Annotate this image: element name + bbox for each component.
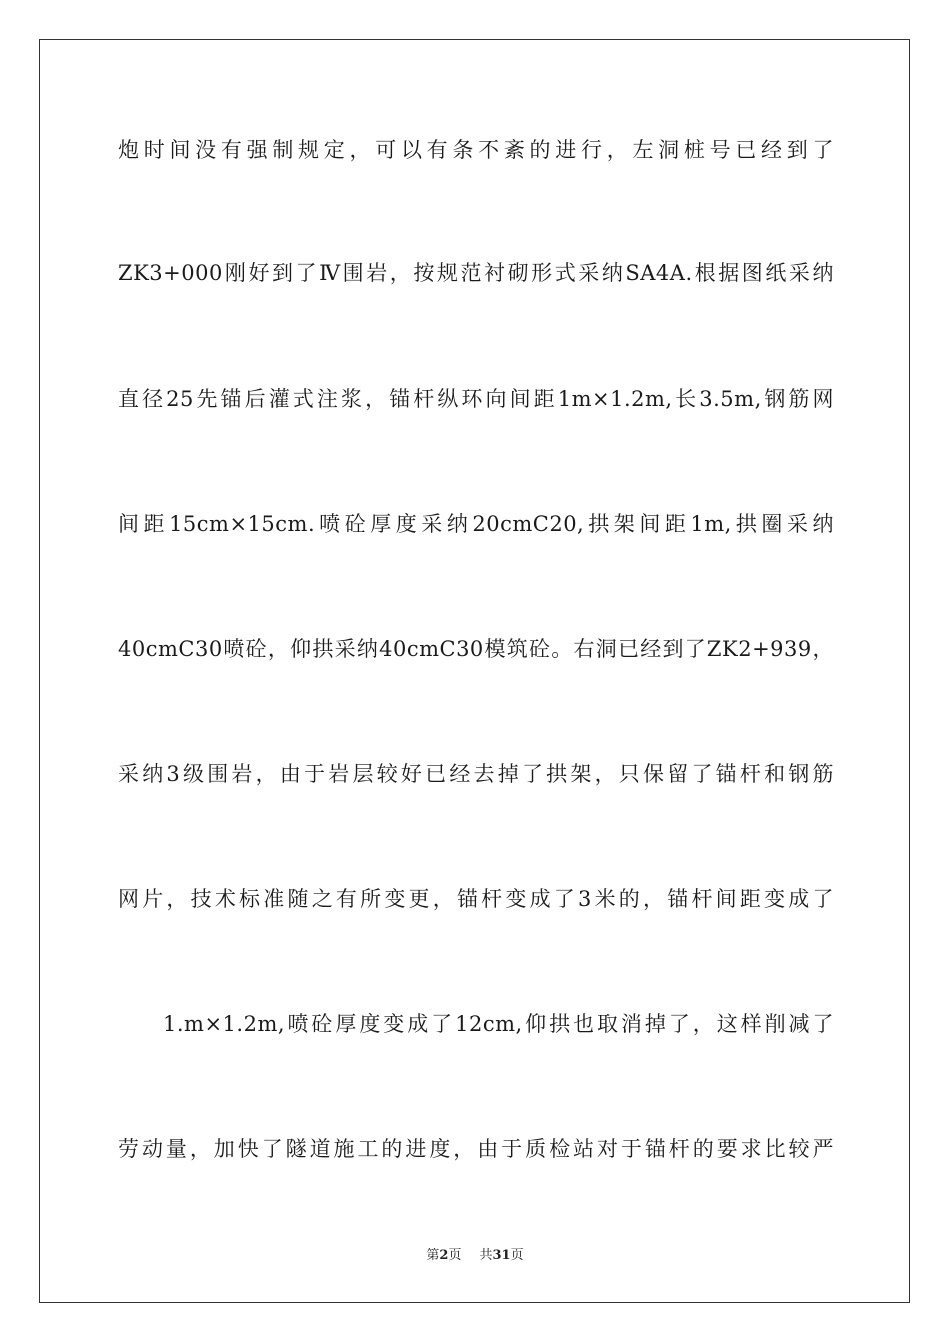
page-number: 2 [439, 1248, 449, 1263]
paragraph-line: 1.m×1.2m,喷砼厚度变成了12cm,仰拱也取消掉了，这样削减了 [163, 1012, 834, 1036]
paragraph-line: 直径25先锚后灌式注浆，锚杆纵环向间距1m×1.2m,长3.5m,钢筋网 [118, 387, 834, 411]
page-footer [0, 1247, 950, 1265]
total-suffix: 页 [510, 1248, 524, 1263]
document-body [118, 0, 834, 1344]
paragraph-line: 采纳3级围岩，由于岩层较好已经去掉了拱架，只保留了锚杆和钢筋 [118, 762, 834, 786]
paragraph-line: 网片，技术标准随之有所变更，锚杆变成了3米的，锚杆间距变成了 [118, 887, 834, 911]
paragraph-line: 40cmC30喷砼，仰拱采纳40cmC30模筑砼。右洞已经到了ZK2+939， [118, 637, 834, 661]
paragraph-line: 间距15cm×15cm.喷砼厚度采纳20cmC20,拱架间距1m,拱圈采纳 [118, 512, 834, 536]
total-prefix: 共 [479, 1248, 493, 1263]
paragraph-line: 炮时间没有强制规定，可以有条不紊的进行，左洞桩号已经到了 [118, 138, 834, 162]
page-prefix: 第 [426, 1248, 440, 1263]
paragraph-line: ZK3+000刚好到了Ⅳ围岩，按规范衬砌形式采纳SA4A.根据图纸采纳 [118, 261, 834, 285]
total-pages: 31 [492, 1248, 511, 1263]
page-suffix: 页 [448, 1248, 462, 1263]
paragraph-line: 劳动量，加快了隧道施工的进度，由于质检站对于锚杆的要求比较严 [118, 1137, 834, 1161]
